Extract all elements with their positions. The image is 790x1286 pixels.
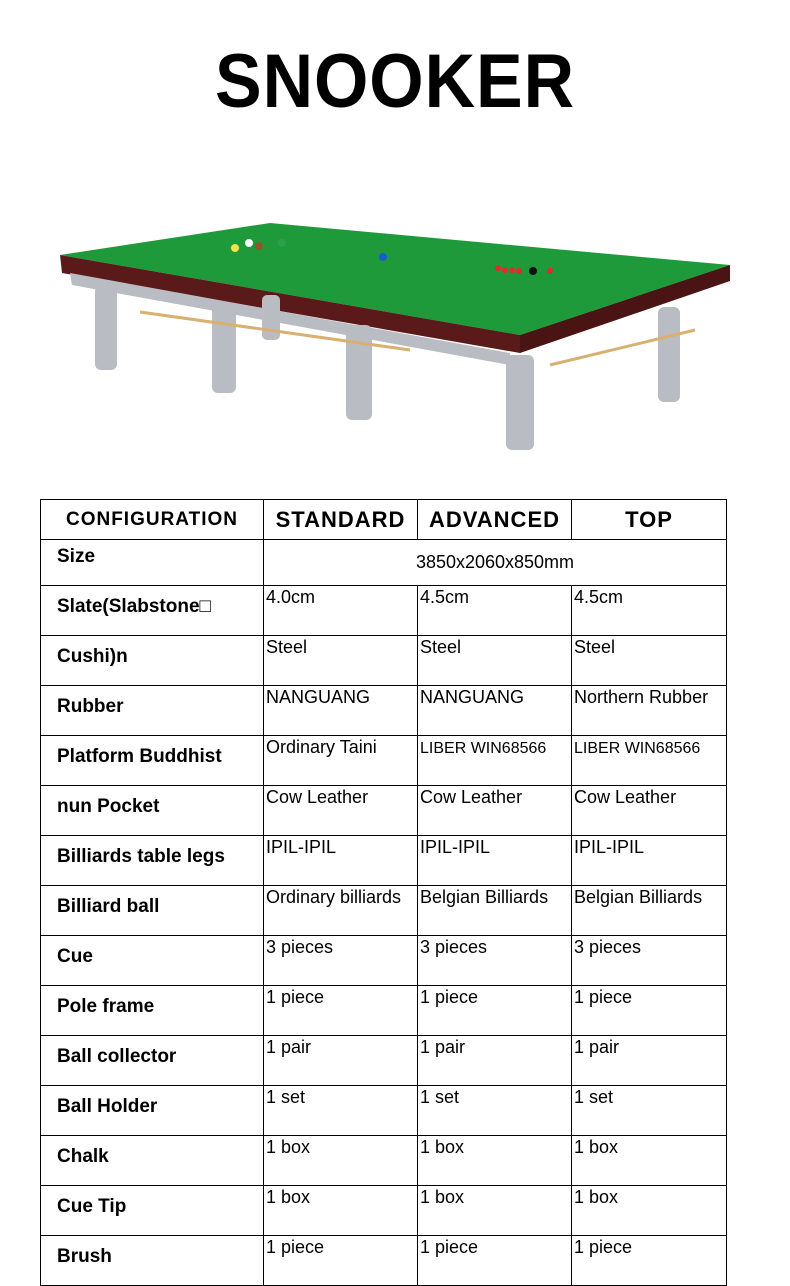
header-advanced: ADVANCED [418,500,572,540]
row-label: Ball collector [41,1036,264,1086]
table-row [41,1086,727,1136]
row-value: IPIL-IPIL [418,836,572,886]
row-value: Cow Leather [264,786,418,836]
row-value: 1 box [418,1186,572,1236]
row-label: Billiards table legs [41,836,264,886]
row-value: 4.5cm [418,586,572,636]
row-value: 1 pair [572,1036,727,1086]
row-value: 1 piece [572,986,727,1036]
row-value: 1 set [572,1086,727,1136]
row-value: 3 pieces [418,936,572,986]
row-label: Slate(Slabstone□ [41,586,264,636]
table-row [41,736,727,786]
table-row [41,936,727,986]
row-value: IPIL-IPIL [264,836,418,886]
row-value: 1 piece [572,1236,727,1286]
table-row [41,1236,727,1286]
table-row [41,586,727,636]
row-value: Northern Rubber [572,686,727,736]
row-value: 1 piece [264,986,418,1036]
snooker-table-image [50,215,740,460]
row-value: 1 box [264,1186,418,1236]
table-row [41,686,727,736]
row-label: Platform Buddhist [41,736,264,786]
table-row [41,636,727,686]
table-row [41,986,727,1036]
row-label: Pole frame [41,986,264,1036]
row-value: 1 piece [418,1236,572,1286]
row-value: 1 box [418,1136,572,1186]
table-header-row [41,500,727,540]
row-value: 1 set [418,1086,572,1136]
row-value: 3 pieces [264,936,418,986]
row-value: IPIL-IPIL [572,836,727,886]
row-value: 4.0cm [264,586,418,636]
row-label: Cushi)n [41,636,264,686]
row-value: 1 piece [264,1236,418,1286]
row-label: Ball Holder [41,1086,264,1136]
header-top: TOP [572,500,727,540]
row-label: nun Pocket [41,786,264,836]
configuration-table [40,499,727,1286]
row-label: Brush [41,1236,264,1286]
row-value: Ordinary billiards [264,886,418,936]
table-row [41,886,727,936]
row-value: Steel [264,636,418,686]
table-row [41,836,727,886]
row-value: NANGUANG [418,686,572,736]
table-row [41,1136,727,1186]
row-label: Rubber [41,686,264,736]
row-value: 3 pieces [572,936,727,986]
row-value: Steel [572,636,727,686]
row-value: Steel [418,636,572,686]
row-value: Cow Leather [418,786,572,836]
row-label: Chalk [41,1136,264,1186]
row-value: 1 box [264,1136,418,1186]
table-row [41,1186,727,1236]
row-label: Size [41,540,264,586]
row-label: Cue [41,936,264,986]
row-value: 1 pair [418,1036,572,1086]
page-title: SNOOKER [215,39,575,124]
row-value: Ordinary Taini [264,736,418,786]
header-standard: STANDARD [264,500,418,540]
row-value: LIBER WIN68566 [572,736,727,786]
row-value: 1 piece [418,986,572,1036]
row-value: 1 box [572,1136,727,1186]
row-value: 1 set [264,1086,418,1136]
header-configuration: CONFIGURATION [41,500,264,540]
row-value: 1 pair [264,1036,418,1086]
table-row [41,786,727,836]
row-value: 1 box [572,1186,727,1236]
row-value: Belgian Billiards [572,886,727,936]
row-value: NANGUANG [264,686,418,736]
row-value: Belgian Billiards [418,886,572,936]
table-row-size [41,540,727,586]
table-row [41,1036,727,1086]
row-value: LIBER WIN68566 [418,736,572,786]
size-value: 3850x2060x850mm [264,540,727,586]
row-value: Cow Leather [572,786,727,836]
row-value: 4.5cm [572,586,727,636]
row-label: Cue Tip [41,1186,264,1236]
row-label: Billiard ball [41,886,264,936]
